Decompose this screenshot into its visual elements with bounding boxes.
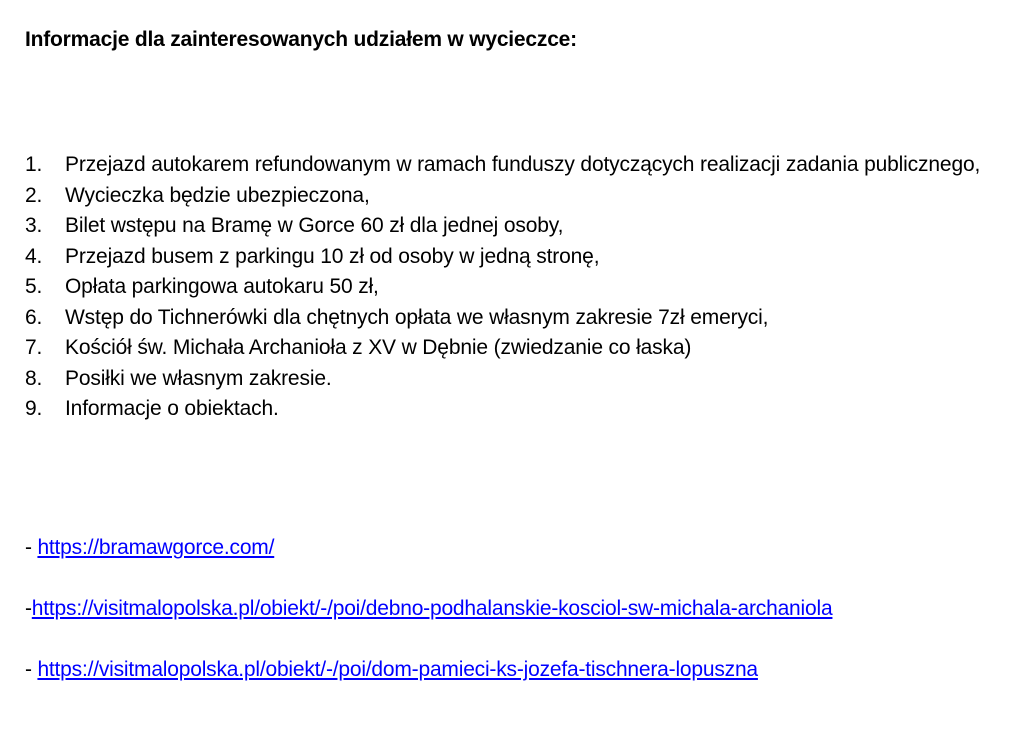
page-title: Informacje dla zainteresowanych udziałem w wycieczce: — [25, 28, 577, 51]
list-item-text: Bilet wstępu na Bramę w Gorce 60 zł dla jednej osoby, — [65, 214, 564, 237]
list-item-number: 7. — [25, 336, 43, 359]
list-item — [25, 364, 985, 395]
list-item-text: Przejazd autokarem refundowanym w ramach funduszy dotyczących realizacji zadania publicznego, — [65, 153, 981, 176]
link-line — [25, 655, 832, 685]
list-item — [25, 272, 985, 303]
list-item — [25, 242, 985, 273]
link-prefix: - — [25, 658, 38, 681]
list-item-text: Kościół św. Michała Archanioła z XV w Dębnie (zwiedzanie co łaska) — [65, 336, 692, 359]
list-item-number: 6. — [25, 305, 43, 329]
list-item — [25, 181, 985, 212]
list-item-number: 8. — [25, 366, 43, 390]
info-list — [25, 150, 985, 425]
list-item-number: 2. — [25, 183, 43, 207]
list-item-text: Przejazd busem z parkingu 10 zł od osoby w jedną stronę, — [65, 244, 600, 268]
brama-w-gorce-link[interactable]: https://bramawgorce.com/ — [37, 536, 275, 559]
list-item-text: Informacje o obiektach. — [65, 397, 279, 420]
list-item-number: 3. — [25, 214, 43, 237]
list-item-text: Wstęp do Tichnerówki dla chętnych opłata we własnym zakresie 7zł emeryci, — [65, 305, 769, 329]
link-prefix: - — [25, 597, 32, 620]
list-item-number: 4. — [25, 244, 43, 268]
list-item-text: Posiłki we własnym zakresie. — [65, 366, 332, 390]
tischner-house-link[interactable]: https://visitmalopolska.pl/obiekt/-/poi/dom-pamieci-ks-jozefa-tischnera-lopuszna — [37, 658, 758, 681]
links-section — [25, 533, 832, 716]
debno-church-link[interactable]: https://visitmalopolska.pl/obiekt/-/poi/debno-podhalanskie-kosciol-sw-michala-archaniola — [31, 597, 833, 620]
list-item-text: Opłata parkingowa autokaru 50 zł, — [65, 275, 379, 298]
link-prefix: - — [25, 536, 38, 559]
list-item-number: 1. — [25, 153, 43, 176]
link-line — [25, 594, 832, 624]
list-item-number: 9. — [25, 397, 43, 420]
list-item — [25, 150, 985, 181]
list-item — [25, 211, 985, 242]
link-line — [25, 533, 832, 563]
list-item-number: 5. — [25, 275, 43, 298]
list-item — [25, 394, 985, 425]
list-item — [25, 333, 985, 364]
list-item — [25, 303, 985, 334]
list-item-text: Wycieczka będzie ubezpieczona, — [65, 183, 370, 207]
